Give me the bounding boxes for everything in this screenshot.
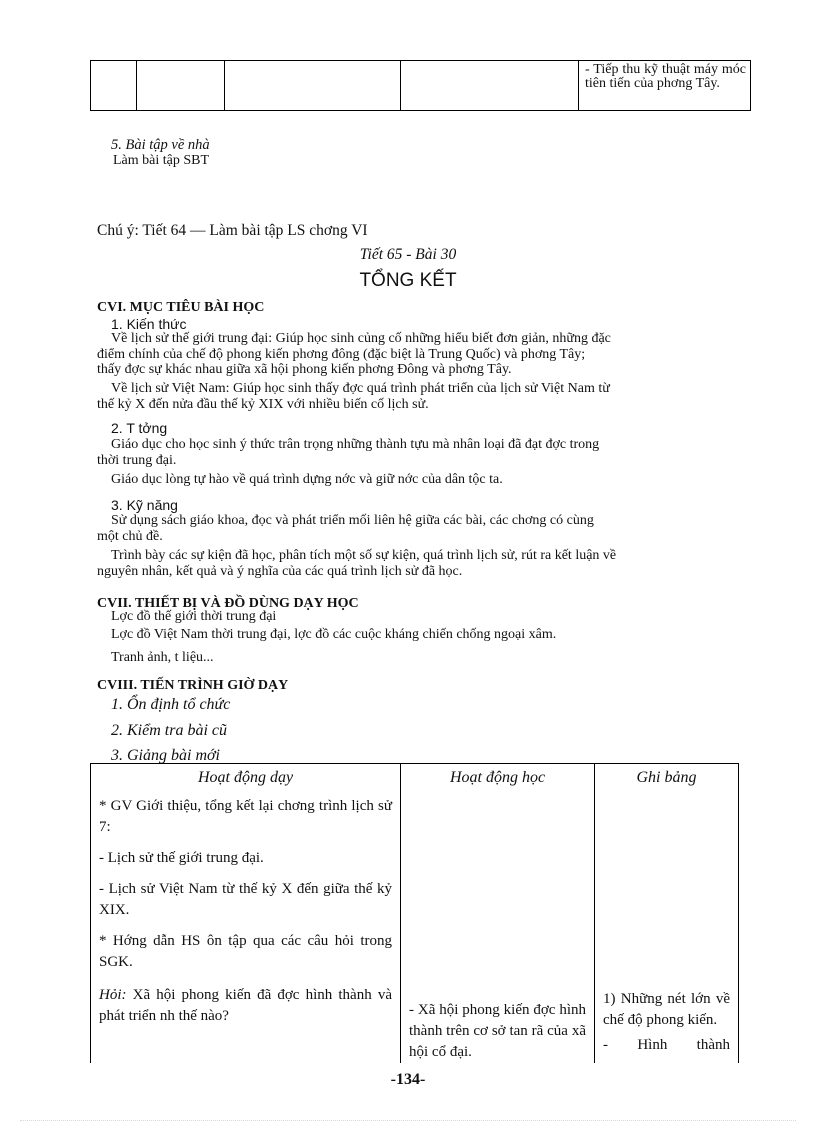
- paragraph-line: Giáo dục lòng tự hào về quá trình dựng nớc và giữ nớc của dân tộc ta.: [111, 472, 503, 487]
- learning-column: [401, 792, 595, 1063]
- table-cell: [91, 61, 137, 111]
- table-cell: - Tiếp thu kỹ thuật máy móc tiên tiến của phơng Tây.: [579, 61, 751, 111]
- table-cell: [401, 61, 579, 111]
- page-edge-divider: [20, 1120, 796, 1121]
- paragraph-line: thấy đợc sự khác nhau giữa xã hội phong kiến phơng Đông và phơng Tây.: [97, 362, 512, 377]
- paragraph-line: một chủ đề.: [97, 529, 163, 544]
- section-heading-process: CVIII. TIẾN TRÌNH GIỜ DẠY: [97, 678, 289, 693]
- paragraph-line: Sử dụng sách giáo khoa, đọc và phát triển mối liên hệ giữa các bài, các chơng có cùng: [111, 513, 594, 528]
- paragraph-line: Trình bày các sự kiện đã học, phân tích một số sự kiện, quá trình lịch sử, rút ra kết luận về: [111, 548, 617, 563]
- lesson-activity-table: [90, 763, 739, 1063]
- subheading-skills: 3. Kỹ năng: [111, 497, 178, 513]
- board-note: 1) Những nét lớn về chế độ phong kiến.: [603, 991, 730, 1028]
- subheading-knowledge: 1. Kiến thức: [111, 316, 187, 332]
- paragraph-line: thời trung đại.: [97, 453, 177, 468]
- paragraph-line: Về lịch sử Việt Nam: Giúp học sinh thấy đợc quá trình phát triển của lịch sử Việt Nam từ: [111, 381, 610, 396]
- column-header-learning: Hoạt động học: [401, 764, 595, 793]
- paragraph-line: Tranh ảnh, t liệu...: [111, 650, 214, 665]
- continuation-table: [90, 60, 751, 111]
- paragraph-line: Lợc đồ Việt Nam thời trung đại, lợc đồ các cuộc kháng chiến chống ngoại xâm.: [111, 627, 557, 642]
- paragraph-line: thế kỷ X đến nửa đầu thế kỷ XIX với nhiều biến cố lịch sử.: [97, 397, 429, 412]
- question-text: Xã hội phong kiến đã đợc hình thành và phát triển nh thế nào?: [99, 987, 392, 1024]
- board-column: [595, 792, 739, 1063]
- question-label: Hỏi:: [99, 987, 127, 1003]
- paragraph-line: Lợc đồ thế giới thời trung đại: [111, 609, 277, 624]
- lesson-subtitle: Tiết 65 - Bài 30: [359, 246, 457, 263]
- paragraph-line: Giáo dục cho học sinh ý thức trân trọng những thành tựu mà nhân loại đã đạt đợc trong: [111, 437, 600, 452]
- subheading-thought: 2. T tởng: [111, 420, 168, 436]
- section-heading-objectives: CVI. MỤC TIÊU BÀI HỌC: [97, 300, 265, 315]
- note-line: Chú ý: Tiết 64 — Làm bài tập LS chơng VI: [97, 222, 368, 239]
- column-header-board: Ghi bảng: [595, 764, 739, 793]
- table-row: * GV Giới thiệu, tổng kết lại chơng trình lịch sử 7:: [99, 798, 392, 835]
- learning-answer: - Xã hội phong kiến đợc hình thành trên cơ sở tan rã của xã hội cổ đại.: [409, 1002, 586, 1060]
- table-cell: [225, 61, 401, 111]
- homework-heading: 5. Bài tập về nhà: [111, 137, 210, 153]
- page-title: TỔNG KẾT: [359, 270, 457, 291]
- table-row: [91, 979, 400, 1033]
- paragraph-line: Về lịch sử thế giới trung đại: Giúp học sinh củng cố những hiểu biết đơn giản, những đặc: [111, 331, 611, 346]
- process-step: 2. Kiểm tra bài cũ: [111, 722, 227, 739]
- process-step: 3. Giảng bài mới: [111, 747, 220, 764]
- process-step: 1. Ổn định tổ chức: [111, 696, 231, 713]
- teaching-column: [91, 792, 401, 1063]
- column-header-teaching: Hoạt động dạy: [91, 764, 401, 793]
- table-row: - Lịch sử thế giới trung đại.: [99, 850, 264, 866]
- page-number: -134-: [390, 1071, 426, 1088]
- board-note: - Hình thành: [603, 1037, 730, 1053]
- section-heading-equipment: CVII. THIẾT BỊ VÀ ĐỒ DÙNG DẠY HỌC: [97, 596, 359, 611]
- table-cell: [137, 61, 225, 111]
- paragraph-line: nguyên nhân, kết quả và ý nghĩa của các quá trình lịch sử đã học.: [97, 564, 463, 579]
- paragraph-line: điểm chính của chế độ phong kiến phơng đông (đặc biệt là Trung Quốc) và phơng Tây;: [97, 347, 586, 362]
- table-row: - Lịch sử Việt Nam từ thế kỷ X đến giữa thế kỷ XIX.: [99, 881, 392, 918]
- homework-text: Làm bài tập SBT: [113, 153, 210, 168]
- table-row: * Hớng dẫn HS ôn tập qua các câu hỏi trong SGK.: [99, 933, 392, 970]
